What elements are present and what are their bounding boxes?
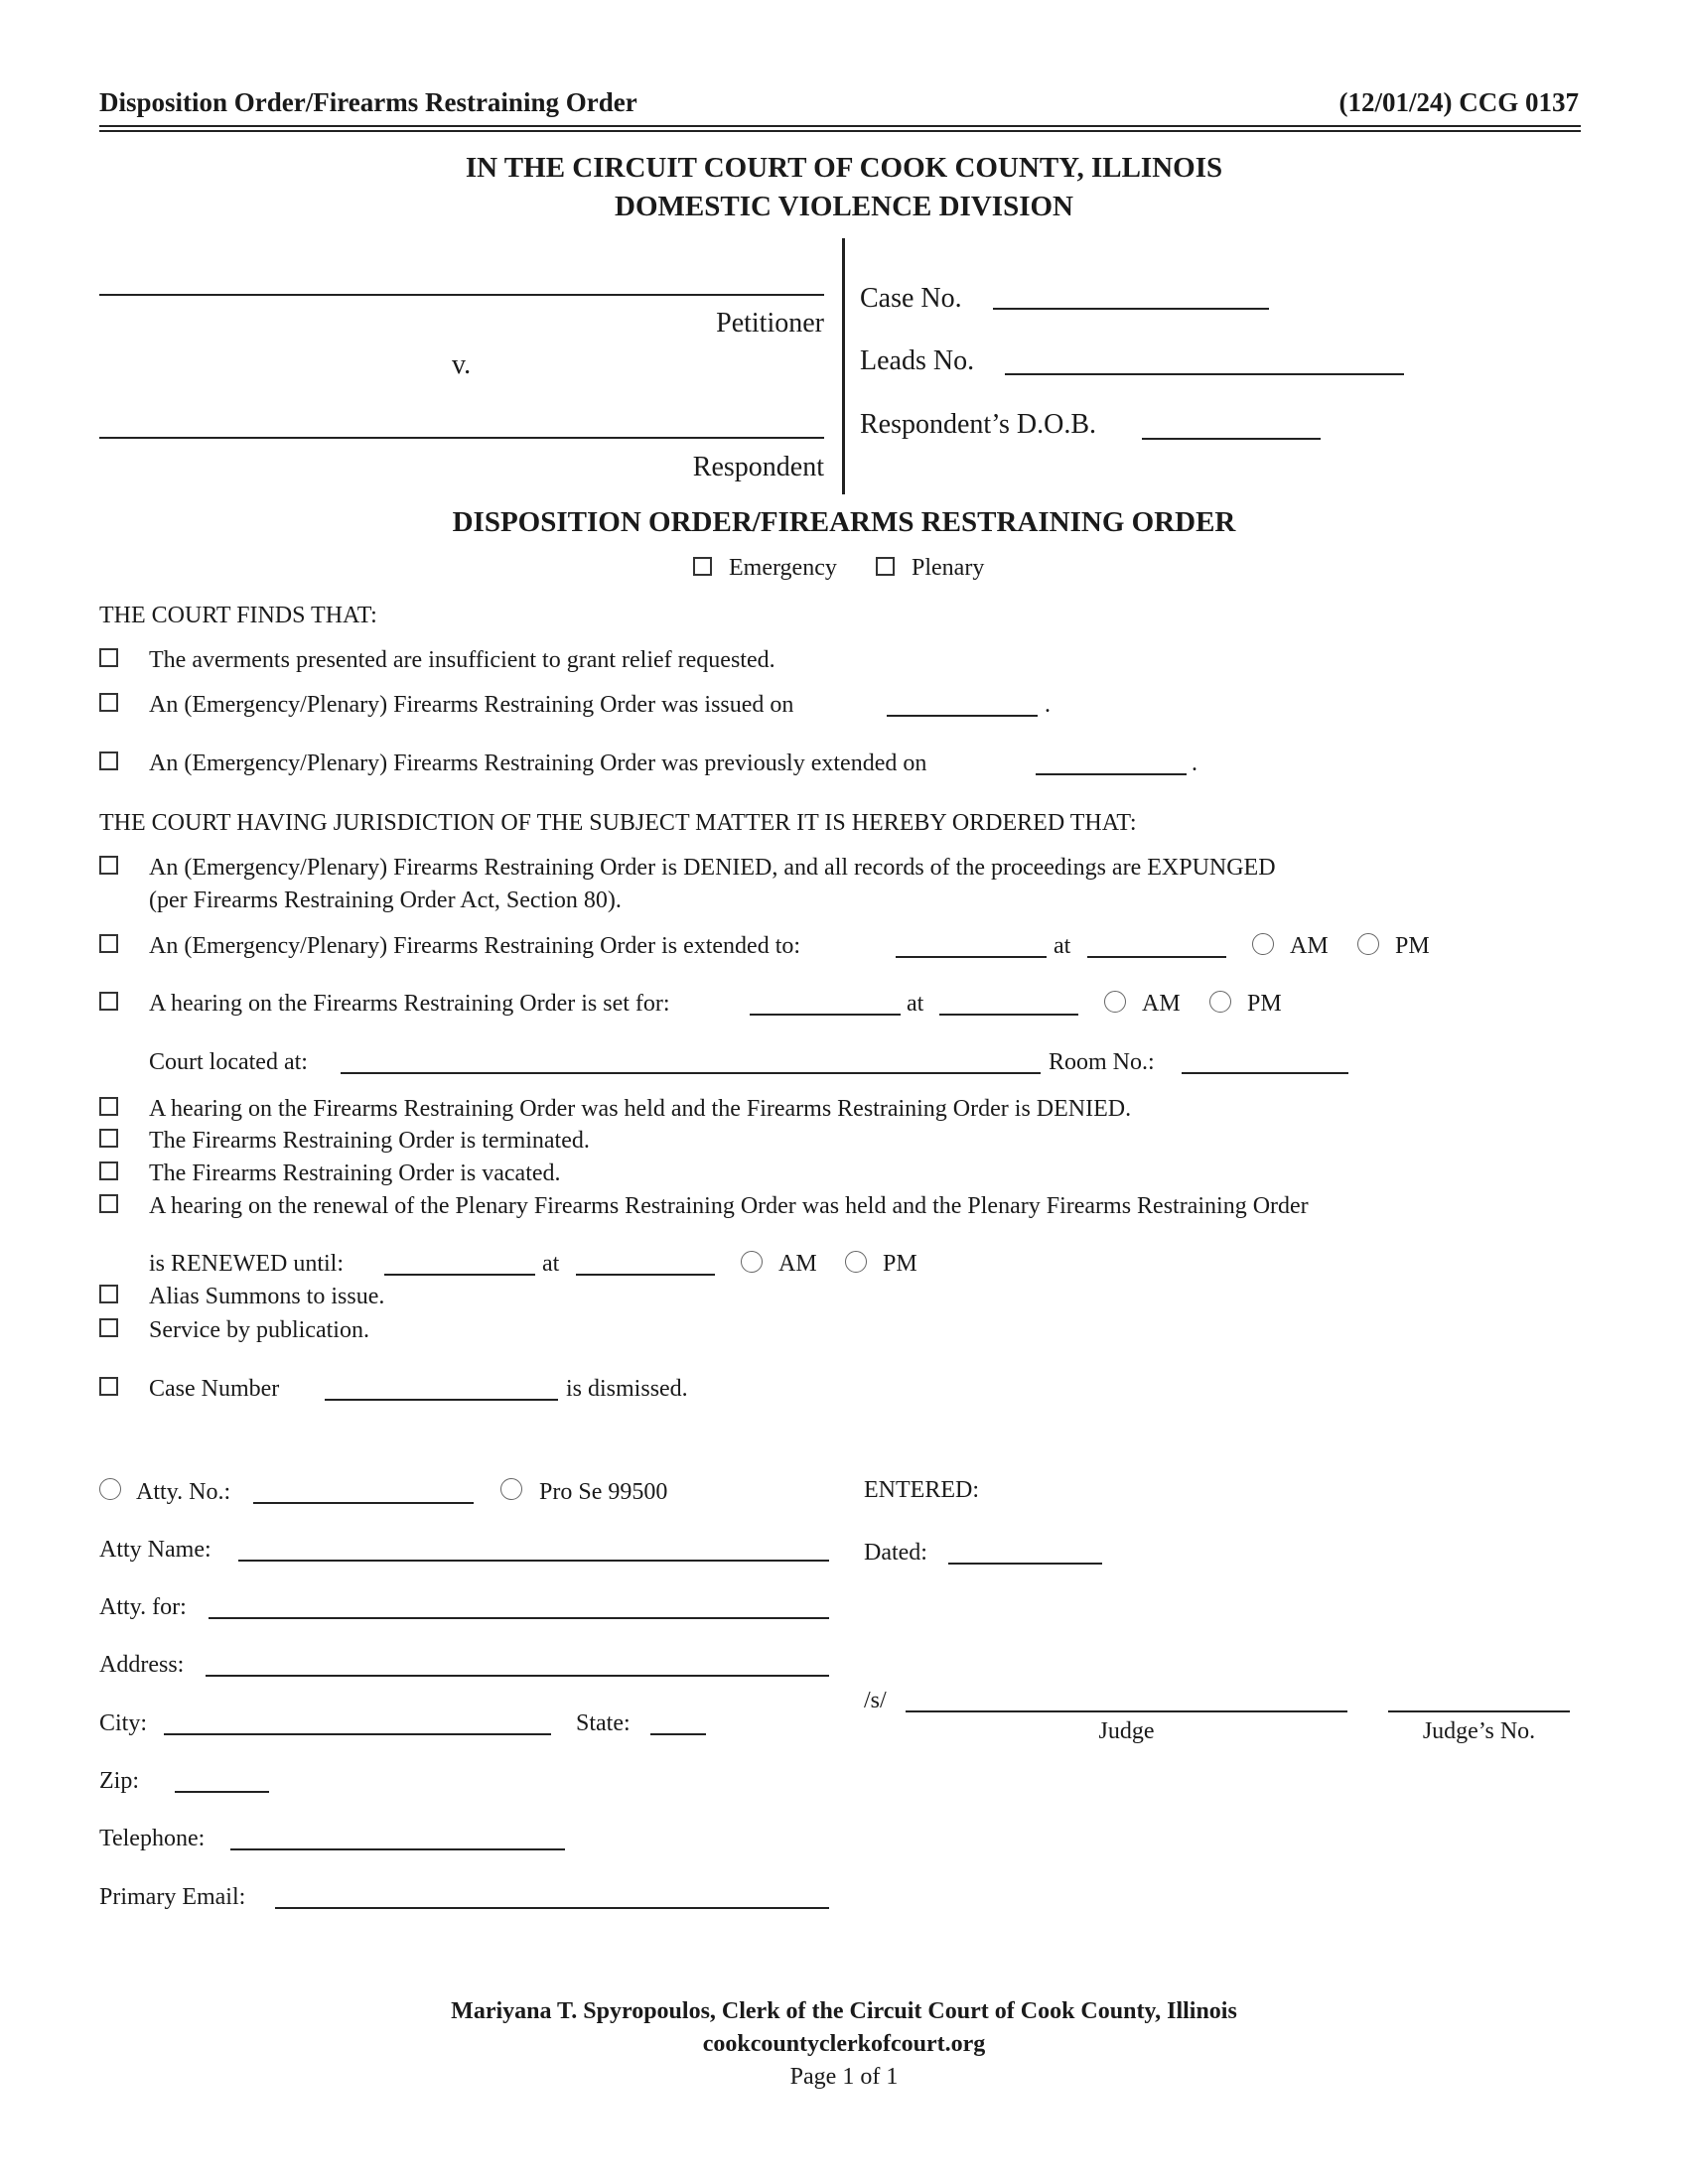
leads-no-field[interactable] <box>1005 373 1404 375</box>
court-location-field[interactable] <box>341 1072 1041 1074</box>
issued-on-period: . <box>1045 692 1051 718</box>
case-no-field[interactable] <box>993 308 1269 310</box>
court-located-label: Court located at: <box>149 1049 308 1075</box>
hearing-set-time-field[interactable] <box>939 1014 1078 1016</box>
renewed-time-field[interactable] <box>576 1274 715 1276</box>
renewal-text: A hearing on the renewal of the Plenary Firearms Restraining Order was held and the Plenary Firearms Restraining Order <box>149 1193 1309 1219</box>
extended-am-radio[interactable] <box>1252 933 1274 955</box>
order-title: DISPOSITION ORDER/FIREARMS RESTRAINING ORDER <box>452 506 1236 538</box>
vacated-checkbox[interactable] <box>99 1161 118 1180</box>
judge-no-label: Judge’s No. <box>1422 1718 1536 1744</box>
header-rule-top <box>99 125 1581 127</box>
hearing-set-checkbox[interactable] <box>99 992 118 1011</box>
extended-pm-label: PM <box>1395 933 1430 959</box>
hearing-am-label: AM <box>1142 991 1181 1017</box>
state-field[interactable] <box>650 1733 706 1735</box>
header-rule-bottom <box>99 130 1581 132</box>
hearing-denied-text: A hearing on the Firearms Restraining Order was held and the Firearms Restraining Order is DENIED. <box>149 1096 1132 1122</box>
atty-no-radio[interactable] <box>99 1478 121 1500</box>
email-field[interactable] <box>275 1907 829 1909</box>
extended-pm-radio[interactable] <box>1357 933 1379 955</box>
zip-field[interactable] <box>175 1791 269 1793</box>
atty-no-label: Atty. No.: <box>136 1479 231 1505</box>
city-label: City: <box>99 1710 148 1736</box>
hearing-set-date-field[interactable] <box>750 1014 901 1016</box>
hearing-am-radio[interactable] <box>1104 991 1126 1013</box>
atty-for-label: Atty. for: <box>99 1594 187 1620</box>
dated-label: Dated: <box>864 1540 927 1566</box>
service-publication-text: Service by publication. <box>149 1317 369 1343</box>
extended-on-date-field[interactable] <box>1036 773 1187 775</box>
atty-no-field[interactable] <box>253 1502 474 1504</box>
terminated-checkbox[interactable] <box>99 1129 118 1148</box>
renewed-until-label: is RENEWED until: <box>149 1251 344 1277</box>
form-title-header: Disposition Order/Firearms Restraining Order <box>99 87 637 117</box>
orders-heading: THE COURT HAVING JURISDICTION OF THE SUBJECT MATTER IT IS HEREBY ORDERED THAT: <box>99 810 1137 836</box>
hearing-denied-checkbox[interactable] <box>99 1097 118 1116</box>
petitioner-name-field[interactable] <box>99 294 824 296</box>
renewed-until-date-field[interactable] <box>384 1274 535 1276</box>
plenary-checkbox[interactable] <box>876 557 895 576</box>
court-name: IN THE CIRCUIT COURT OF COOK COUNTY, ILLINOIS <box>465 152 1223 184</box>
judge-signature-field[interactable] <box>906 1710 1347 1712</box>
renewed-at: at <box>542 1251 560 1277</box>
vacated-text: The Firearms Restraining Order is vacated. <box>149 1160 561 1186</box>
extended-to-text: An (Emergency/Plenary) Firearms Restraining Order is extended to: <box>149 933 801 959</box>
caption-divider <box>842 238 845 494</box>
form-number: (12/01/24) CCG 0137 <box>1338 87 1579 117</box>
hearing-pm-label: PM <box>1247 991 1282 1017</box>
alias-summons-text: Alias Summons to issue. <box>149 1284 385 1309</box>
extended-to-date-field[interactable] <box>896 956 1047 958</box>
clerk-name: Mariyana T. Spyropoulos, Clerk of the Circuit Court of Cook County, Illinois <box>451 1998 1237 2024</box>
terminated-text: The Firearms Restraining Order is terminated. <box>149 1128 590 1154</box>
signature-prefix: /s/ <box>864 1688 887 1713</box>
zip-label: Zip: <box>99 1768 139 1794</box>
case-dismissed-checkbox[interactable] <box>99 1377 118 1396</box>
room-no-label: Room No.: <box>1049 1049 1155 1075</box>
city-field[interactable] <box>164 1733 551 1735</box>
atty-name-field[interactable] <box>238 1560 829 1562</box>
hearing-set-at: at <box>907 991 924 1017</box>
address-label: Address: <box>99 1652 185 1678</box>
pro-se-radio[interactable] <box>500 1478 522 1500</box>
issued-on-text: An (Emergency/Plenary) Firearms Restraining Order was issued on <box>149 692 794 718</box>
hearing-pm-radio[interactable] <box>1209 991 1231 1013</box>
judge-label: Judge <box>1098 1718 1155 1744</box>
denied-expunged-text: An (Emergency/Plenary) Firearms Restraining Order is DENIED, and all records of the proceedings are EXPUNGED <box>149 855 1276 881</box>
alias-summons-checkbox[interactable] <box>99 1285 118 1303</box>
page-number: Page 1 of 1 <box>789 2064 899 2090</box>
dated-field[interactable] <box>948 1563 1102 1565</box>
division-name: DOMESTIC VIOLENCE DIVISION <box>615 191 1073 222</box>
clerk-website: cookcountyclerkofcourt.org <box>702 2031 986 2057</box>
emergency-label: Emergency <box>729 555 837 581</box>
state-label: State: <box>576 1710 631 1736</box>
renewed-pm-radio[interactable] <box>845 1251 867 1273</box>
renewed-am-radio[interactable] <box>741 1251 763 1273</box>
versus-label: v. <box>452 349 472 380</box>
leads-no-label: Leads No. <box>860 345 975 376</box>
extended-am-label: AM <box>1290 933 1329 959</box>
extended-to-time-field[interactable] <box>1087 956 1226 958</box>
pro-se-label: Pro Se 99500 <box>539 1479 668 1505</box>
petitioner-label: Petitioner <box>716 308 824 339</box>
issued-on-checkbox[interactable] <box>99 693 118 712</box>
plenary-label: Plenary <box>912 555 985 581</box>
extended-to-checkbox[interactable] <box>99 934 118 953</box>
renewed-am-label: AM <box>778 1251 817 1277</box>
issued-on-date-field[interactable] <box>887 715 1038 717</box>
judge-no-field[interactable] <box>1388 1710 1570 1712</box>
telephone-field[interactable] <box>230 1848 565 1850</box>
email-label: Primary Email: <box>99 1884 246 1910</box>
dismissed-text: is dismissed. <box>566 1376 688 1402</box>
respondent-label: Respondent <box>692 452 824 482</box>
entered-label: ENTERED: <box>864 1477 979 1503</box>
telephone-label: Telephone: <box>99 1826 206 1851</box>
extended-on-checkbox[interactable] <box>99 751 118 770</box>
case-number-label: Case Number <box>149 1376 280 1402</box>
denied-expunged-checkbox[interactable] <box>99 856 118 875</box>
respondent-name-field[interactable] <box>99 437 824 439</box>
emergency-checkbox[interactable] <box>693 557 712 576</box>
extended-on-period: . <box>1192 751 1197 776</box>
respondent-dob-label: Respondent’s D.O.B. <box>860 409 1096 440</box>
extended-to-at: at <box>1054 933 1071 959</box>
respondent-dob-field[interactable] <box>1142 438 1321 440</box>
insufficient-text: The averments presented are insufficient to grant relief requested. <box>149 647 775 673</box>
hearing-set-text: A hearing on the Firearms Restraining Order is set for: <box>149 991 670 1017</box>
extended-on-text: An (Emergency/Plenary) Firearms Restraining Order was previously extended on <box>149 751 927 776</box>
insufficient-checkbox[interactable] <box>99 648 118 667</box>
renewal-checkbox[interactable] <box>99 1194 118 1213</box>
dismissed-case-number-field[interactable] <box>325 1399 558 1401</box>
case-no-label: Case No. <box>860 283 962 314</box>
renewed-pm-label: PM <box>883 1251 917 1277</box>
service-publication-checkbox[interactable] <box>99 1318 118 1337</box>
atty-name-label: Atty Name: <box>99 1537 211 1563</box>
denied-expunged-citation: (per Firearms Restraining Order Act, Section 80). <box>149 887 622 913</box>
atty-for-field[interactable] <box>209 1617 829 1619</box>
findings-heading: THE COURT FINDS THAT: <box>99 603 377 628</box>
room-no-field[interactable] <box>1182 1072 1348 1074</box>
address-field[interactable] <box>206 1675 829 1677</box>
